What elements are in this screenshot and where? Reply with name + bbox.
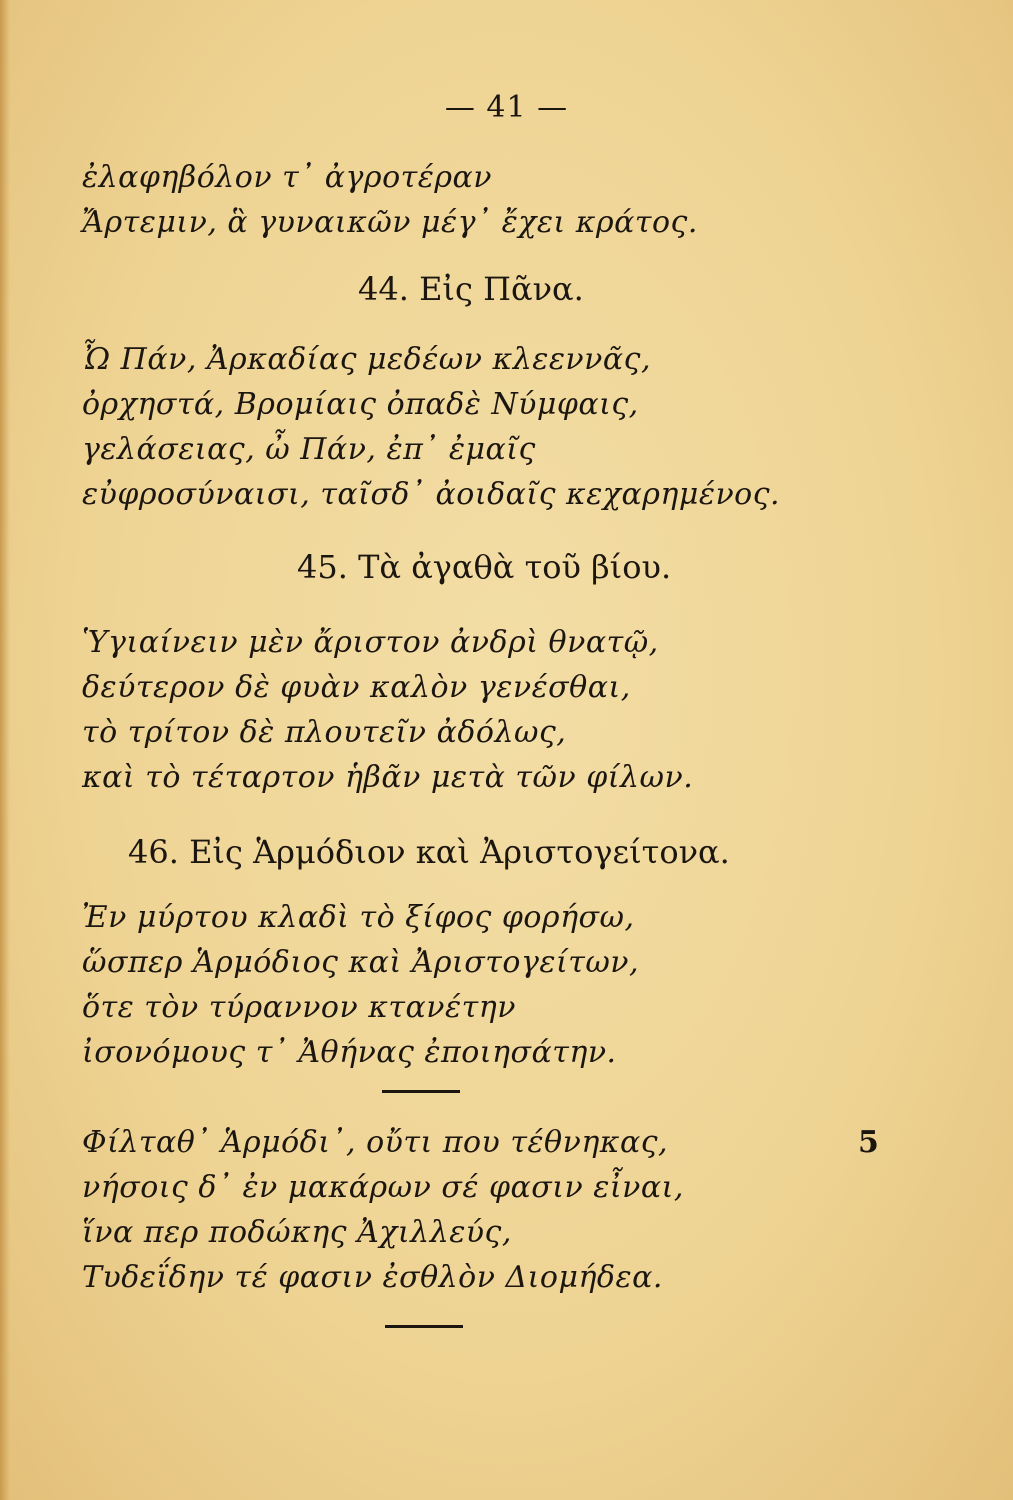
poem-45-title: 45. Τὰ ἀγαθὰ τοῦ βίου. [297, 548, 672, 586]
poem-45-line-2: δεύτερον δὲ φυὰν καλὸν γενέσθαι, [82, 670, 631, 705]
poem-46-stanza2-line-1: Φίλταθ᾽ Ἁρμόδι᾽, οὔτι που τέθνηκας, [82, 1125, 669, 1160]
page-left-edge [0, 0, 10, 1500]
poem-45-line-4: καὶ τὸ τέταρτον ἡβᾶν μετὰ τῶν φίλων. [82, 760, 694, 795]
poem-46-stanza2-line-3: ἵνα περ ποδώκης Ἀχιλλεύς, [82, 1215, 512, 1250]
poem-44-line-2: ὀρχηστά, Βρομίαις ὀπαδὲ Νύμφαις, [82, 387, 639, 422]
poem-46-line-1: Ἐν μύρτου κλαδὶ τὸ ξίφος φορήσω, [82, 900, 635, 935]
poem-44-line-4: εὐφροσύναισι, ταῖσδ᾽ ἀοιδαῖς κεχαρημένος. [82, 477, 781, 512]
poem-44-line-1: Ὦ Πάν, Ἀρκαδίας μεδέων κλεεννᾶς, [82, 342, 651, 377]
end-divider [385, 1325, 463, 1328]
line-number-marker: 5 [858, 1125, 879, 1160]
page-number: — 41 — [444, 90, 569, 125]
section-divider [382, 1090, 460, 1093]
poem-45-line-3: τὸ τρίτον δὲ πλουτεῖν ἀδόλως, [82, 715, 567, 750]
poem-46-stanza2-line-4: Τυδεΐδην τέ φασιν ἐσθλὸν Διομήδεα. [82, 1260, 663, 1295]
poem-46-stanza2-line-2: νήσοις δ᾽ ἐν μακάρων σέ φασιν εἶναι, [82, 1170, 684, 1205]
poem-46-line-2: ὥσπερ Ἁρμόδιος καὶ Ἀριστογείτων, [82, 945, 640, 980]
poem-44-line-3: γελάσειας, ὦ Πάν, ἐπ᾽ ἐμαῖς [82, 432, 536, 467]
poem-44-title: 44. Εἰς Πᾶνα. [358, 270, 584, 308]
continuation-line-2: Ἄρτεμιν, ἃ γυναικῶν μέγ᾽ ἔχει κράτος. [82, 205, 698, 240]
poem-45-line-1: Ὑγιαίνειν μὲν ἄριστον ἀνδρὶ θνατῷ, [82, 625, 659, 660]
poem-46-line-4: ἰσονόμους τ᾽ Ἀθήνας ἐποιησάτην. [82, 1035, 617, 1070]
continuation-line-1: ἐλαφηβόλον τ᾽ ἀγροτέραν [82, 160, 492, 195]
poem-46-line-3: ὅτε τὸν τύραννον κτανέτην [82, 990, 516, 1025]
poem-46-title: 46. Εἰς Ἁρμόδιον καὶ Ἀριστογείτονα. [128, 833, 730, 871]
